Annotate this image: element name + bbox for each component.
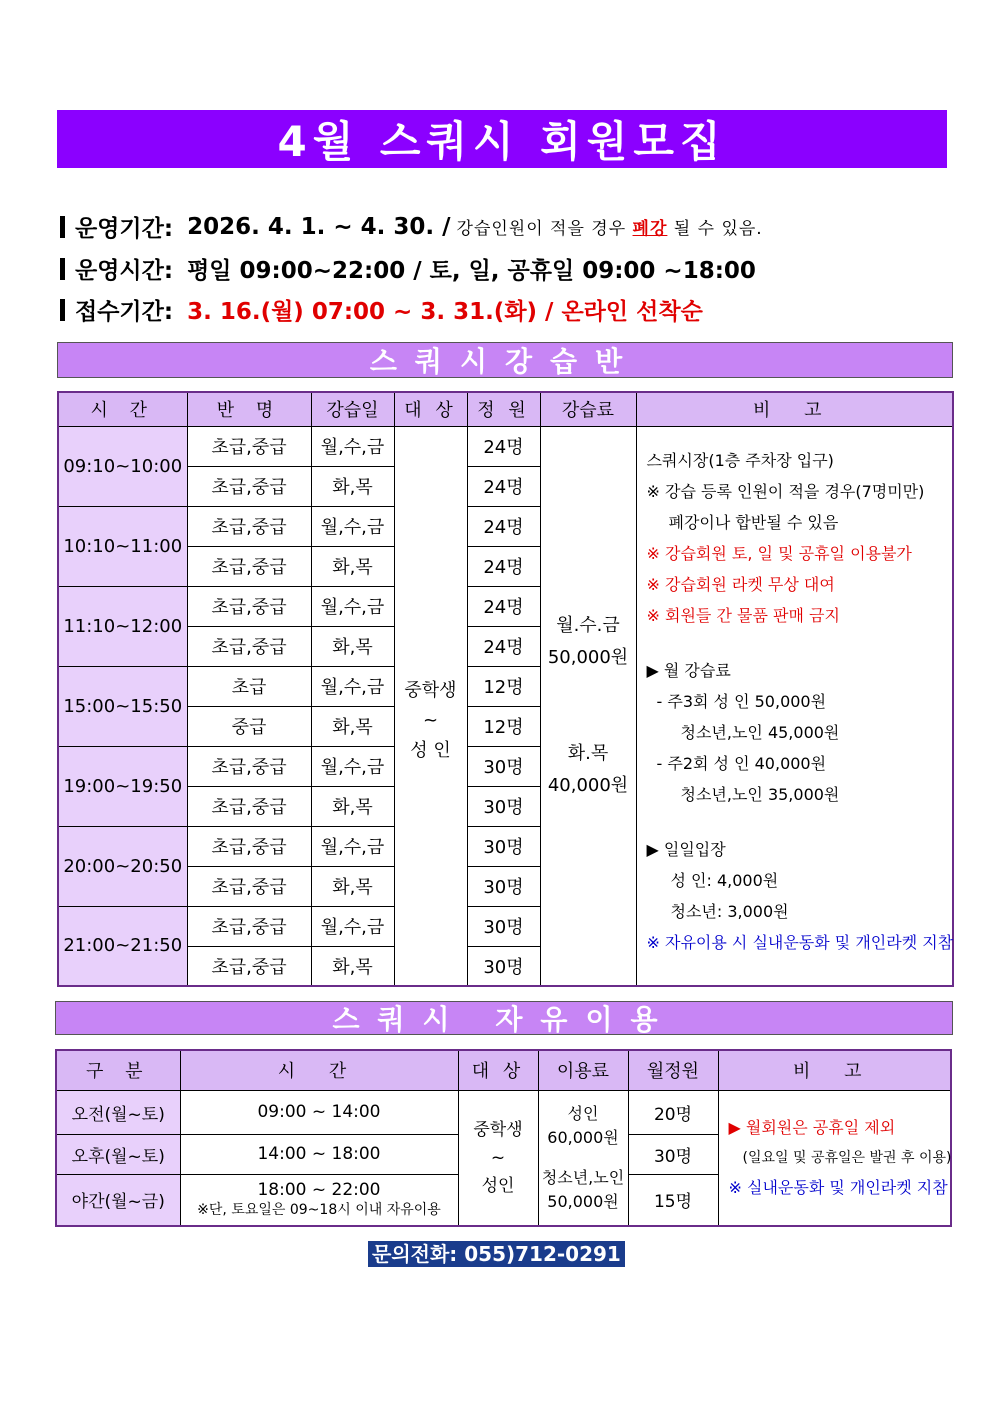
- notes-cell: [636, 426, 953, 986]
- header-fee: 강습료: [540, 392, 636, 426]
- saturday-note: ※단, 토요일은 09~18시 이내 자유이용: [197, 1201, 441, 1218]
- free-note-ticket: (일요일 및 공휴일은 발권 후 이용): [742, 1149, 952, 1166]
- note-small-class: ※ 강습 등록 인원이 적을 경우(7명미만): [646, 481, 925, 501]
- days-cell: 월,수,금: [311, 506, 394, 546]
- note-racket: ※ 강습회원 라켓 무상 대여: [646, 574, 835, 594]
- table-row: [58, 426, 953, 466]
- period-note: [457, 214, 763, 239]
- monthly-fee-title: ▶ 월 강습료: [646, 660, 731, 680]
- period-line: [60, 210, 763, 243]
- fee-cell: [538, 1090, 628, 1226]
- target-line: ~: [490, 1147, 506, 1168]
- days-cell: 화,목: [311, 546, 394, 586]
- days-cell: 화,목: [311, 946, 394, 986]
- period-note-end: 될 수 있음.: [673, 219, 763, 239]
- registration-label: 접수기간:: [75, 299, 174, 325]
- capacity-cell: 24명: [467, 626, 540, 666]
- fee-mwf-amount: 50,000원: [547, 646, 629, 668]
- fee-tt: 화.목: [567, 742, 609, 764]
- capacity-cell: 30명: [467, 746, 540, 786]
- days-cell: 월,수,금: [311, 586, 394, 626]
- time-cell: 10:10~11:00: [58, 506, 187, 586]
- capacity-cell: 12명: [467, 706, 540, 746]
- header-category: 구 분: [56, 1050, 180, 1090]
- place-note: 스쿼시장(1층 주차장 입구): [646, 450, 834, 470]
- monthly-fee-line: 청소년,노인 45,000원: [680, 722, 840, 742]
- capacity-cell: 24명: [467, 546, 540, 586]
- period-note-text: 강습인원이 적을 경우: [456, 219, 627, 239]
- capacity-cell: 30명: [467, 866, 540, 906]
- capacity-cell: 24명: [467, 466, 540, 506]
- lesson-section-title: 스쿼시강습반: [369, 345, 641, 378]
- capacity-cell: 12명: [467, 666, 540, 706]
- contact-phone: 문의전화: 055)712-0291: [368, 1241, 625, 1267]
- lesson-section-bar: [57, 342, 953, 378]
- time-cell: 09:10~10:00: [58, 426, 187, 506]
- header-monthly-capacity: 월정원: [628, 1050, 718, 1090]
- time-cell: [180, 1174, 458, 1226]
- note-sales: ※ 회원들 간 물품 판매 금지: [646, 605, 840, 625]
- capacity-cell: 20명: [628, 1090, 718, 1134]
- page-title: 4월 스쿼시 회원모집: [277, 117, 727, 166]
- header-time: 시 간: [180, 1050, 458, 1090]
- days-cell: 화,목: [311, 866, 394, 906]
- days-cell: 월,수,금: [311, 826, 394, 866]
- free-use-table: [55, 1049, 952, 1227]
- capacity-cell: 30명: [467, 826, 540, 866]
- closure-word: 폐강: [632, 219, 668, 239]
- class-cell: 초급,중급: [187, 586, 311, 626]
- time-value: 18:00 ~ 22:00: [257, 1179, 381, 1200]
- free-use-note: ※ 자유이용 시 실내운동화 및 개인라켓 지참: [646, 932, 954, 952]
- free-header-row: [56, 1050, 951, 1090]
- period-value: 2026. 4. 1. ~ 4. 30. /: [187, 213, 451, 240]
- class-cell: 초급,중급: [187, 466, 311, 506]
- target-line: ~: [422, 709, 439, 731]
- target-line: 성인: [481, 1175, 515, 1196]
- free-note-shoes: ※ 실내운동화 및 개인라켓 지참: [728, 1177, 948, 1197]
- free-notes-cell: [718, 1090, 951, 1226]
- time-cell: 15:00~15:50: [58, 666, 187, 746]
- days-cell: 화,목: [311, 466, 394, 506]
- capacity-cell: 30명: [467, 946, 540, 986]
- registration-line: [60, 293, 703, 326]
- daily-fee-title: ▶ 일일입장: [646, 839, 726, 859]
- time-cell: 14:00 ~ 18:00: [180, 1134, 458, 1174]
- header-notes: 비 고: [636, 392, 953, 426]
- time-cell: 21:00~21:50: [58, 906, 187, 986]
- fee-line: 60,000원: [547, 1127, 619, 1147]
- lesson-header-row: [58, 392, 953, 426]
- days-cell: 월,수,금: [311, 426, 394, 466]
- hours-value: 평일 09:00~22:00 / 토, 일, 공휴일 09:00 ~18:00: [187, 258, 756, 284]
- fee-line: 청소년,노인: [541, 1167, 625, 1187]
- header-capacity: 정 원: [467, 392, 540, 426]
- monthly-fee-line: - 주3회 성 인 50,000원: [656, 691, 827, 711]
- header-fee: 이용료: [538, 1050, 628, 1090]
- header-notes: 비 고: [718, 1050, 951, 1090]
- class-cell: 초급,중급: [187, 426, 311, 466]
- class-cell: 초급,중급: [187, 786, 311, 826]
- period-cell: 오후(월~토): [56, 1134, 180, 1174]
- time-cell: 20:00~20:50: [58, 826, 187, 906]
- period-label: 운영기간:: [75, 216, 174, 242]
- capacity-cell: 24명: [467, 506, 540, 546]
- registration-value: 3. 16.(월) 07:00 ~ 3. 31.(화) / 온라인 선착순: [187, 299, 703, 325]
- capacity-cell: 30명: [628, 1134, 718, 1174]
- days-cell: 화,목: [311, 626, 394, 666]
- period-cell: 야간(월~금): [56, 1174, 180, 1226]
- class-cell: 중급: [187, 706, 311, 746]
- period-cell: 오전(월~토): [56, 1090, 180, 1134]
- target-line: 성 인: [410, 739, 451, 761]
- capacity-cell: 15명: [628, 1174, 718, 1226]
- header-time: 시 간: [58, 392, 187, 426]
- days-cell: 화,목: [311, 706, 394, 746]
- capacity-cell: 30명: [467, 906, 540, 946]
- free-section-title: 스쿼시 자유이용: [332, 1003, 676, 1036]
- daily-fee-line: 청소년: 3,000원: [670, 901, 789, 921]
- header-target: 대 상: [458, 1050, 538, 1090]
- free-section-bar: [55, 1001, 953, 1035]
- bullet-bar-icon: [60, 258, 65, 280]
- note-small-class-2: 폐강이나 합반될 수 있음: [668, 512, 839, 532]
- target-cell: [394, 426, 467, 986]
- capacity-cell: 24명: [467, 426, 540, 466]
- class-cell: 초급,중급: [187, 626, 311, 666]
- bullet-bar-icon: [60, 216, 65, 238]
- target-line: 중학생: [473, 1119, 523, 1140]
- fee-cell: [540, 426, 636, 986]
- time-cell: 19:00~19:50: [58, 746, 187, 826]
- note-weekend: ※ 강습회원 토, 일 및 공휴일 이용불가: [646, 543, 912, 563]
- free-note-holiday: ▶ 월회원은 공휴일 제외: [728, 1117, 896, 1137]
- monthly-fee-line: - 주2회 성 인 40,000원: [656, 753, 827, 773]
- fee-line: 성인: [567, 1103, 599, 1123]
- hours-line: [60, 252, 756, 285]
- capacity-cell: 30명: [467, 786, 540, 826]
- class-cell: 초급,중급: [187, 506, 311, 546]
- monthly-fee-line: 청소년,노인 35,000원: [680, 784, 840, 804]
- time-cell: 11:10~12:00: [58, 586, 187, 666]
- lesson-table: [57, 391, 954, 987]
- days-cell: 월,수,금: [311, 906, 394, 946]
- days-cell: 월,수,금: [311, 666, 394, 706]
- title-banner: [57, 110, 947, 168]
- target-line: 중학생: [404, 679, 457, 701]
- header-days: 강습일: [311, 392, 394, 426]
- target-cell: [458, 1090, 538, 1226]
- hours-label: 운영시간:: [75, 258, 174, 284]
- class-cell: 초급: [187, 666, 311, 706]
- header-class: 반 명: [187, 392, 311, 426]
- class-cell: 초급,중급: [187, 826, 311, 866]
- daily-fee-line: 성 인: 4,000원: [670, 870, 779, 890]
- class-cell: 초급,중급: [187, 546, 311, 586]
- capacity-cell: 24명: [467, 586, 540, 626]
- header-target: 대 상: [394, 392, 467, 426]
- class-cell: 초급,중급: [187, 866, 311, 906]
- table-row: [56, 1090, 951, 1134]
- class-cell: 초급,중급: [187, 946, 311, 986]
- class-cell: 초급,중급: [187, 906, 311, 946]
- fee-line: 50,000원: [547, 1191, 619, 1211]
- time-cell: 09:00 ~ 14:00: [180, 1090, 458, 1134]
- class-cell: 초급,중급: [187, 746, 311, 786]
- fee-tt-amount: 40,000원: [547, 774, 629, 796]
- days-cell: 월,수,금: [311, 746, 394, 786]
- fee-mwf: 월.수.금: [556, 614, 620, 636]
- days-cell: 화,목: [311, 786, 394, 826]
- bullet-bar-icon: [60, 299, 65, 321]
